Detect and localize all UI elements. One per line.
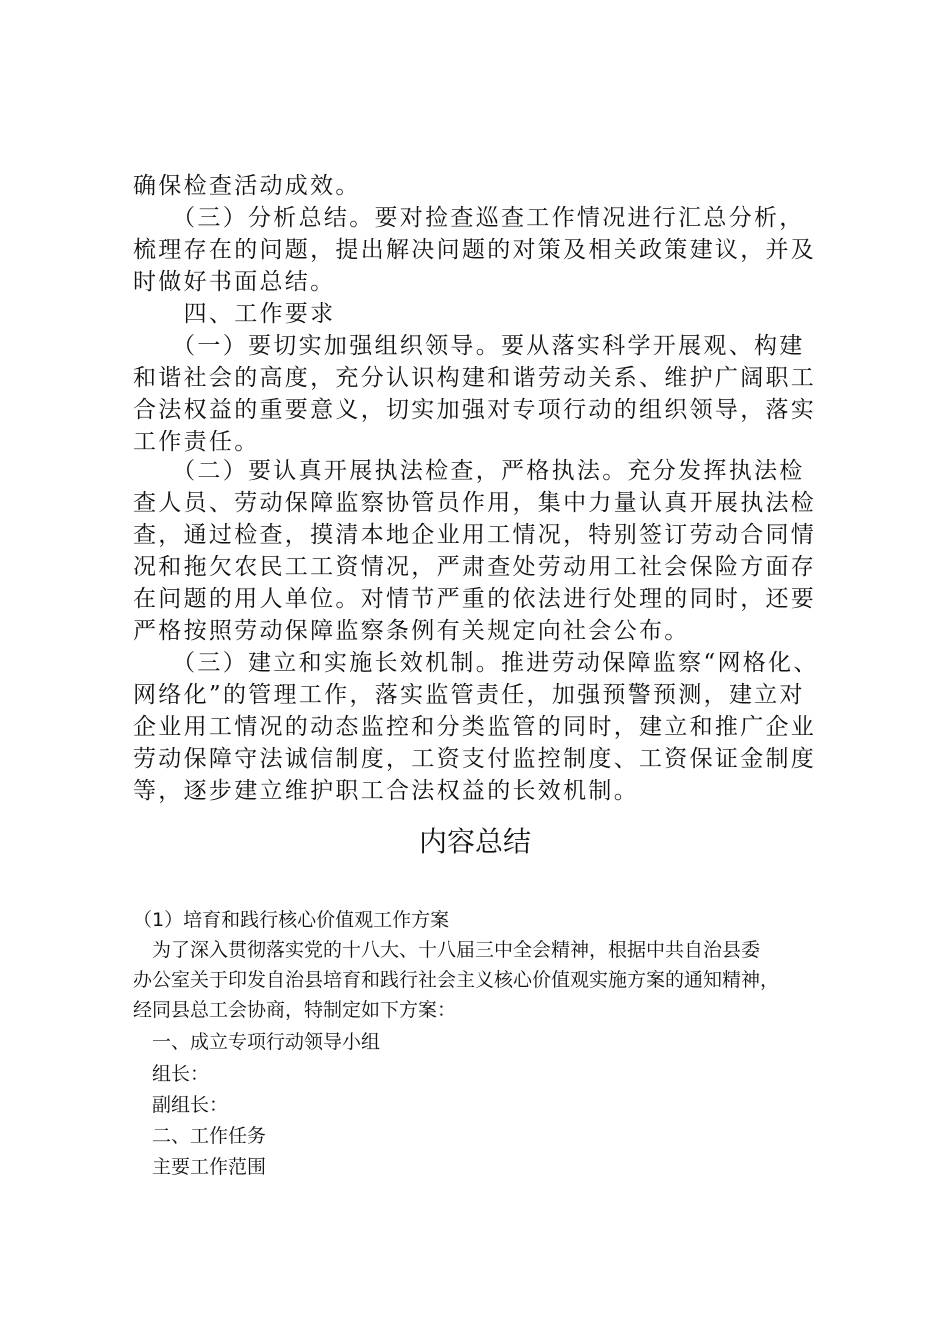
section-heading: 四、工作要求 <box>133 301 336 327</box>
summary-line: 一、成立专项行动领导小组 <box>133 1031 381 1053</box>
body-line: 时做好书面总结。 <box>133 269 336 295</box>
body-line: 网络化”的管理工作，落实监管责任，加强预警预测，建立对 <box>133 682 805 708</box>
summary-line: （1）培育和践行核心价值观工作方案 <box>133 909 450 931</box>
summary-line: 副组长： <box>133 1094 229 1116</box>
body-line: （三）分析总结。要对捡查巡查工作情况进行汇总分析， <box>133 205 805 231</box>
body-line: 况和拖欠农民工工资情况，严肃查处劳动用工社会保险方面存 <box>133 554 817 580</box>
body-line: 确保检查活动成效。 <box>133 173 361 199</box>
summary-line: 二、工作任务 <box>133 1125 267 1147</box>
body-line: （一）要切实加强组织领导。要从落实科学开展观、构建 <box>133 333 805 359</box>
body-line: 查人员、劳动保障监察协管员作用，集中力量认真开展执法检 <box>133 490 817 516</box>
summary-line: 办公室关于印发自治县培育和践行社会主义核心价值观实施方案的通知精神， <box>133 969 780 991</box>
body-line: 企业用工情况的动态监控和分类监管的同时，建立和推广企业 <box>133 714 817 740</box>
body-line: 和谐社会的高度，充分认识构建和谐劳动关系、维护广阔职工 <box>133 365 817 391</box>
body-line: 严格按照劳动保障监察条例有关规定向社会公布。 <box>133 618 690 644</box>
body-line: （二）要认真开展执法检查，严格执法。充分发挥执法检 <box>133 458 805 484</box>
body-line: （三）建立和实施长效机制。推进劳动保障监察“网格化、 <box>133 650 819 676</box>
summary-line: 组长： <box>133 1063 210 1085</box>
summary-line: 为了深入贯彻落实党的十八大、十八届三中全会精神，根据中共自治县委 <box>133 939 761 961</box>
body-line: 等，逐步建立维护职工合法权益的长效机制。 <box>133 778 639 804</box>
body-line: 查，通过检查，摸清本地企业用工情况，特别签订劳动合同情 <box>133 522 817 548</box>
summary-line: 经同县总工会协商，特制定如下方案： <box>133 999 457 1021</box>
body-line: 工作责任。 <box>133 429 260 455</box>
summary-title: 内容总结 <box>418 825 531 858</box>
body-line: 合法权益的重要意义，切实加强对专项行动的组织领导，落实 <box>133 397 817 423</box>
body-line: 在问题的用人单位。对情节严重的依法进行处理的同时，还要 <box>133 586 817 612</box>
body-line: 梳理存在的问题，提出解决问题的对策及相关政策建议，并及 <box>133 237 817 263</box>
body-line: 劳动保障守法诚信制度，工资支付监控制度、工资保证金制度 <box>133 746 817 772</box>
summary-line: 主要工作范围 <box>133 1156 267 1178</box>
